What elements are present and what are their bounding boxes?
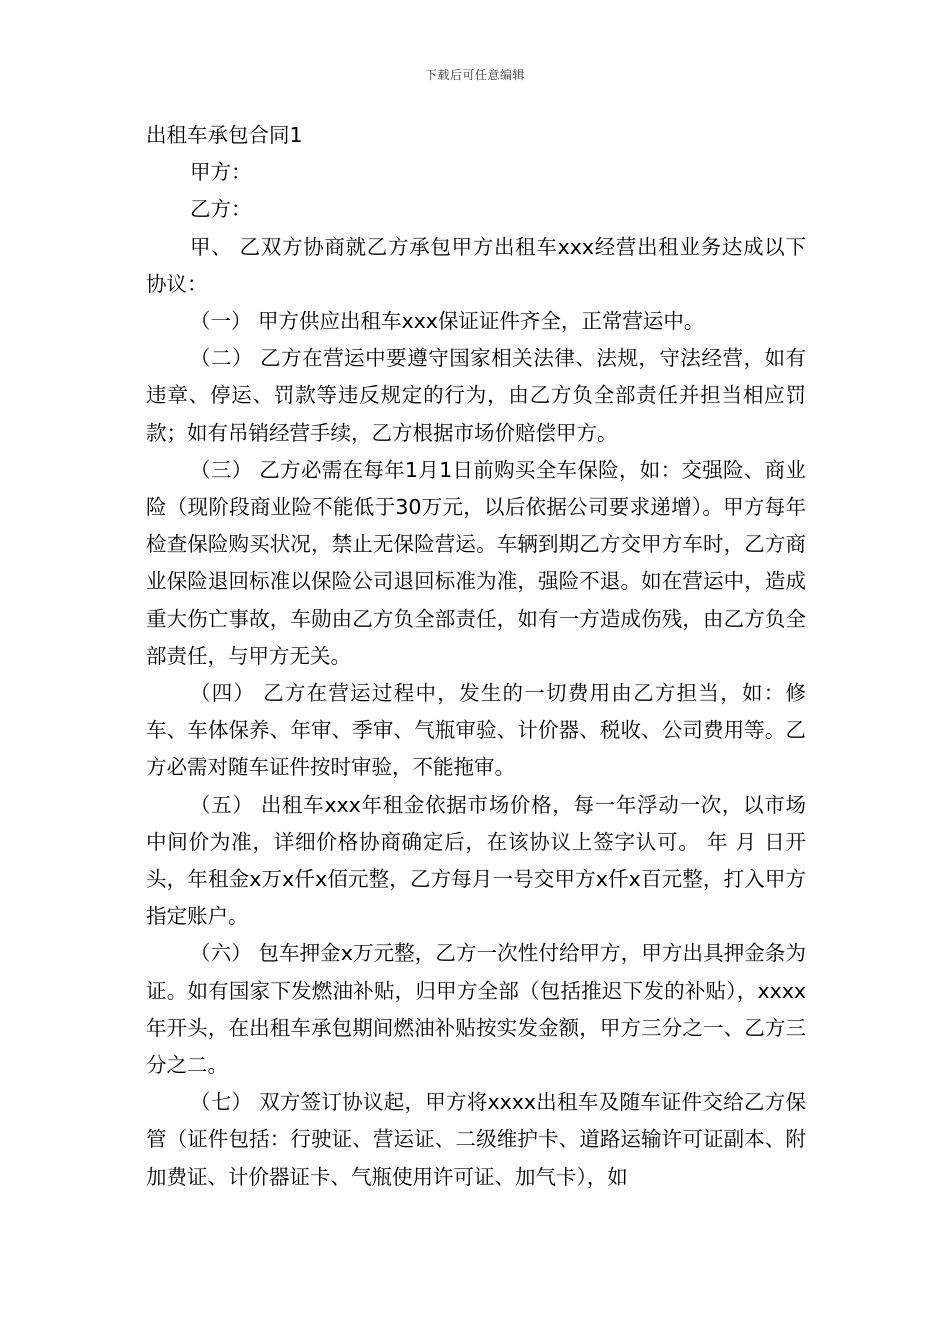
- clause-3: （三） 乙方必需在每年1月1日前购买全车保险，如：交强险、商业险（现阶段商业险不能低于30万元，以后依据公司要求递增）。甲方每年检查保险购买状况，禁止无保险营运。车辆到期乙方交甲方车时，乙方商业保险退回标准以保险公司退回标准为准，强险不退。如在营运中，造成重大伤亡事故，车勋由乙方负全部责任，如有一方造成伤残，由乙方负全部责任，与甲方无关。: [146, 457, 806, 668]
- clause-2: （二） 乙方在营运中要遵守国家相关法律、法规，守法经营，如有违章、停运、罚款等违反规定的行为，由乙方负全部责任并担当相应罚款；如有吊销经营手续，乙方根据市场价赔偿甲方。: [146, 346, 806, 445]
- clause-6: （六） 包车押金x万元整，乙方一次性付给甲方，甲方出具押金条为证。如有国家下发燃油补贴，归甲方全部（包括推迟下发的补贴），xxxx年开头，在出租车承包期间燃油补贴按实发金额，甲方三分之一、乙方三分之二。: [146, 941, 806, 1078]
- clause-7: （七） 双方签订协议起，甲方将xxxx出租车及随车证件交给乙方保管（证件包括：行驶证、营运证、二级维护卡、道路运输许可证副本、附加费证、计价器证卡、气瓶使用许可证、加气卡），如: [146, 1090, 806, 1189]
- document-body: [146, 117, 806, 1196]
- intro-paragraph: 甲、 乙双方协商就乙方承包甲方出租车xxx经营出租业务达成以下协议：: [146, 234, 806, 296]
- clause-4: （四） 乙方在营运过程中，发生的一切费用由乙方担当，如：修车、车体保养、年审、季审、气瓶审验、计价器、税收、公司费用等。乙方必需对随车证件按时审验，不能拖审。: [146, 681, 806, 780]
- page-header-note: 下载后可任意编辑: [424, 68, 525, 82]
- clause-5: （五） 出租车xxx年租金依据市场价格，每一年浮动一次，以市场中间价为准，详细价格协商确定后，在该协议上签字认可。 年 月 日开头，年租金x万x仟x佰元整，乙方每月一号交甲方x仟x百元整，打入甲方指定账户。: [146, 792, 806, 929]
- document-title: 出租车承包合同1: [146, 123, 303, 147]
- party-a-line: 甲方：: [190, 160, 252, 185]
- clause-1: （一） 甲方供应出租车xxx保证证件齐全，正常营运中。: [190, 309, 705, 334]
- party-b-line: 乙方：: [190, 197, 252, 222]
